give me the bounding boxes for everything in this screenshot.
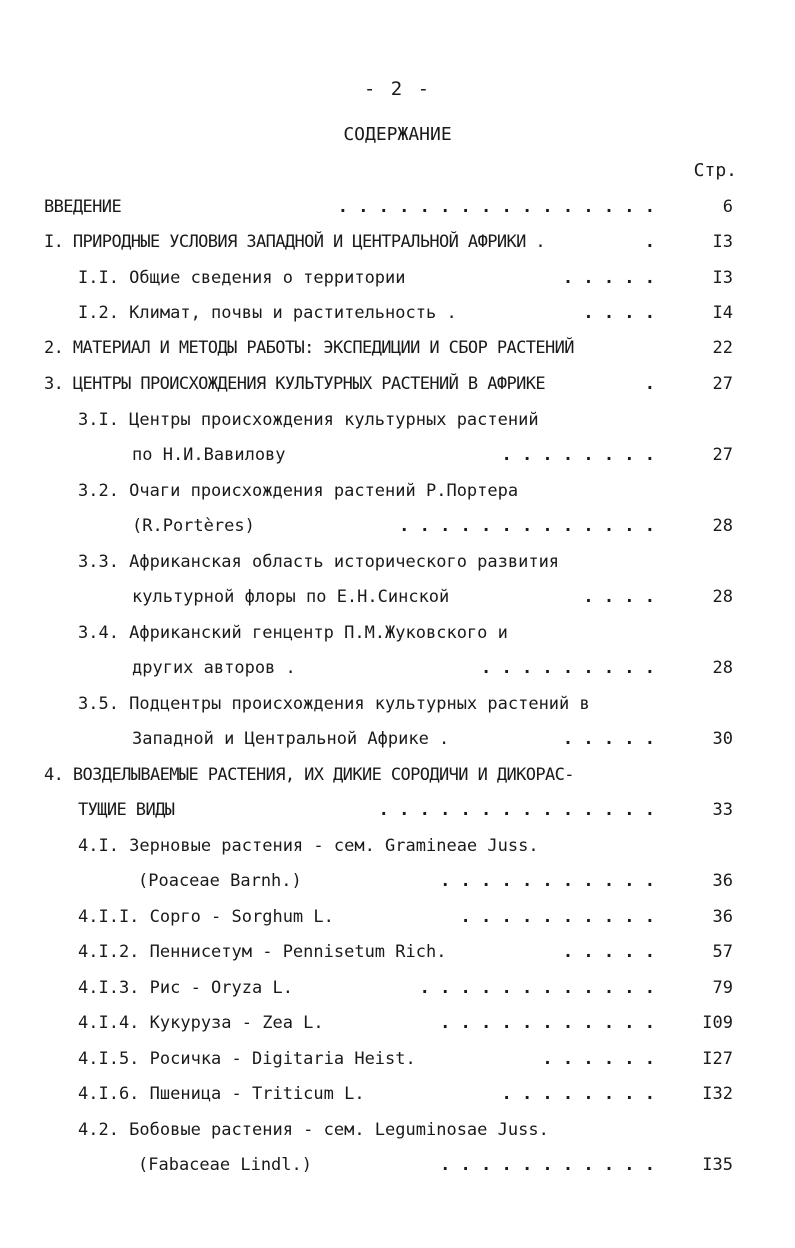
toc-entry-dots: . . . .	[583, 303, 655, 323]
toc-entry-dots: . . . . . . . .	[501, 445, 655, 465]
toc-entry	[0, 974, 795, 1002]
toc-entry-page: 57	[712, 942, 733, 962]
toc-entry-dots: . . . . .	[562, 942, 655, 962]
toc-entry	[0, 264, 795, 292]
toc-entry-text: 3.3. Африканская область исторического развития	[78, 552, 560, 572]
toc-entry-page: I3	[712, 268, 733, 288]
toc-entry-text: 4.I.5. Росичка - Digitaria Heist.	[78, 1049, 416, 1069]
toc-entry-page: 79	[712, 978, 733, 998]
toc-entry-page: I32	[702, 1084, 733, 1104]
page-title: СОДЕРЖАНИЕ	[343, 124, 452, 145]
toc-entry-page: I27	[702, 1049, 733, 1069]
toc-entry	[0, 193, 795, 221]
toc-entry-page: I35	[702, 1155, 733, 1175]
toc-entry-page: 28	[712, 587, 733, 607]
toc-entry	[0, 761, 795, 789]
toc-entry	[0, 406, 795, 434]
page-column-header: Стр.	[693, 160, 737, 181]
toc-entry-dots: . . . . . . . . . . . . .	[399, 516, 655, 536]
toc-entry	[0, 903, 795, 931]
toc-entry	[0, 299, 795, 327]
toc-entry	[0, 938, 795, 966]
toc-entry-text: (R.Portères)	[132, 516, 255, 536]
toc-entry	[0, 477, 795, 505]
toc-entry-text: I.I. Общие сведения о территории	[78, 268, 406, 288]
toc-entry-dots: .	[644, 374, 655, 394]
toc-entry-page: 22	[712, 338, 733, 358]
toc-entry-dots: . . . .	[583, 587, 655, 607]
toc-entry	[0, 1045, 795, 1073]
toc-entry	[0, 867, 795, 895]
toc-entry	[0, 334, 795, 362]
toc-entry-dots: . . . . . . . . . . .	[440, 871, 655, 891]
toc-entry	[0, 832, 795, 860]
toc-entry-text: 4.I.I. Сорго - Sorghum L.	[78, 907, 334, 927]
toc-entry-page: 6	[722, 197, 733, 217]
toc-entry-page: 36	[712, 871, 733, 891]
toc-entry	[0, 1080, 795, 1108]
toc-entry	[0, 654, 795, 682]
toc-entry-dots: . . . . . . . . . . . . . .	[378, 800, 655, 820]
toc-entry-text: 4.I.2. Пеннисетум - Pennisetum Rich.	[78, 942, 447, 962]
toc-entry-page: 28	[712, 516, 733, 536]
toc-entry-text: I. ПРИРОДНЫЕ УСЛОВИЯ ЗАПАДНОЙ И ЦЕНТРАЛЬНОЙ АФРИКИ .	[44, 232, 546, 252]
toc-entry-text: ТУЩИЕ ВИДЫ	[78, 800, 175, 820]
toc-entry-dots: .	[644, 232, 655, 252]
toc-entry-text: по Н.И.Вавилову	[132, 445, 286, 465]
toc-entry	[0, 796, 795, 824]
toc-entry-dots: . . . . . . . . . .	[460, 907, 655, 927]
toc-entry-dots: . . . . . . . . . . .	[440, 1155, 655, 1175]
toc-entry	[0, 1009, 795, 1037]
page-number: - 2 -	[363, 78, 432, 100]
toc-entry-page: I3	[712, 232, 733, 252]
toc-entry-dots: . . . . .	[562, 729, 655, 749]
toc-entry-text: 4.I.6. Пшеница - Triticum L.	[78, 1084, 365, 1104]
toc-entry-text: (Fabaceae Lindl.)	[138, 1155, 312, 1175]
toc-entry-dots: . . . . . . . . . . .	[440, 1013, 655, 1033]
toc-entry-page: 27	[712, 374, 733, 394]
toc-entry	[0, 619, 795, 647]
toc-entry-text: 3.5. Подцентры происхождения культурных растений в	[78, 694, 590, 714]
toc-entry-text: 4.I.4. Кукуруза - Zea L.	[78, 1013, 324, 1033]
toc-entry-text: других авторов .	[132, 658, 296, 678]
toc-entry	[0, 1116, 795, 1144]
toc-entry	[0, 370, 795, 398]
toc-entry-text: 3.2. Очаги происхождения растений Р.Портера	[78, 481, 519, 501]
toc-entry-text: I.2. Климат, почвы и растительность .	[78, 303, 457, 323]
toc-entry-page: 36	[712, 907, 733, 927]
toc-entry	[0, 583, 795, 611]
toc-entry	[0, 725, 795, 753]
toc-entry-text: 3.4. Африканский генцентр П.М.Жуковского и	[78, 623, 508, 643]
toc-entry-text: Западной и Центральной Африке .	[132, 729, 450, 749]
toc-entry-text: 4.I.3. Рис - Oryza L.	[78, 978, 293, 998]
toc-entry	[0, 1151, 795, 1179]
toc-entry-text: культурной флоры по Е.Н.Синской	[132, 587, 450, 607]
toc-entry	[0, 548, 795, 576]
toc-entry-page: 33	[712, 800, 733, 820]
toc-entry-text: ВВЕДЕНИЕ	[44, 197, 122, 217]
toc-entry-dots: . . . . . . . . .	[481, 658, 655, 678]
toc-entry-text: 3. ЦЕНТРЫ ПРОИСХОЖДЕНИЯ КУЛЬТУРНЫХ РАСТЕНИЙ В АФРИКЕ	[44, 374, 546, 394]
toc-entry-text: 4.I. Зерновые растения - сем. Gramineae Juss.	[78, 836, 539, 856]
toc-entry	[0, 441, 795, 469]
toc-entry-page: I4	[712, 303, 733, 323]
toc-entry-text: 3.I. Центры происхождения культурных растений	[78, 410, 539, 430]
toc-entry-text: 4.2. Бобовые растения - сем. Leguminosae Juss.	[78, 1120, 549, 1140]
toc-entry-dots: . . . . . . . .	[501, 1084, 655, 1104]
toc-entry-dots: . . . . . . . . . . . . . . . .	[337, 197, 655, 217]
toc-entry	[0, 512, 795, 540]
toc-entry-text: (Poaceae Barnh.)	[138, 871, 302, 891]
toc-entry-page: 30	[712, 729, 733, 749]
toc-entry	[0, 690, 795, 718]
toc-entry-page: I09	[702, 1013, 733, 1033]
toc-entry-dots: . . . . . .	[542, 1049, 655, 1069]
toc-entry-dots: . . . . . . . . . . . .	[419, 978, 655, 998]
toc-entry-page: 28	[712, 658, 733, 678]
toc-entry-text: 4. ВОЗДЕЛЫВАЕМЫЕ РАСТЕНИЯ, ИХ ДИКИЕ СОРОДИЧИ И ДИКОРАС-	[44, 765, 574, 785]
toc-entry-dots: . . . . .	[562, 268, 655, 288]
toc-entry-text: 2. МАТЕРИАЛ И МЕТОДЫ РАБОТЫ: ЭКСПЕДИЦИИ И СБОР РАСТЕНИЙ	[44, 338, 574, 358]
toc-entry-page: 27	[712, 445, 733, 465]
toc-entry	[0, 228, 795, 256]
